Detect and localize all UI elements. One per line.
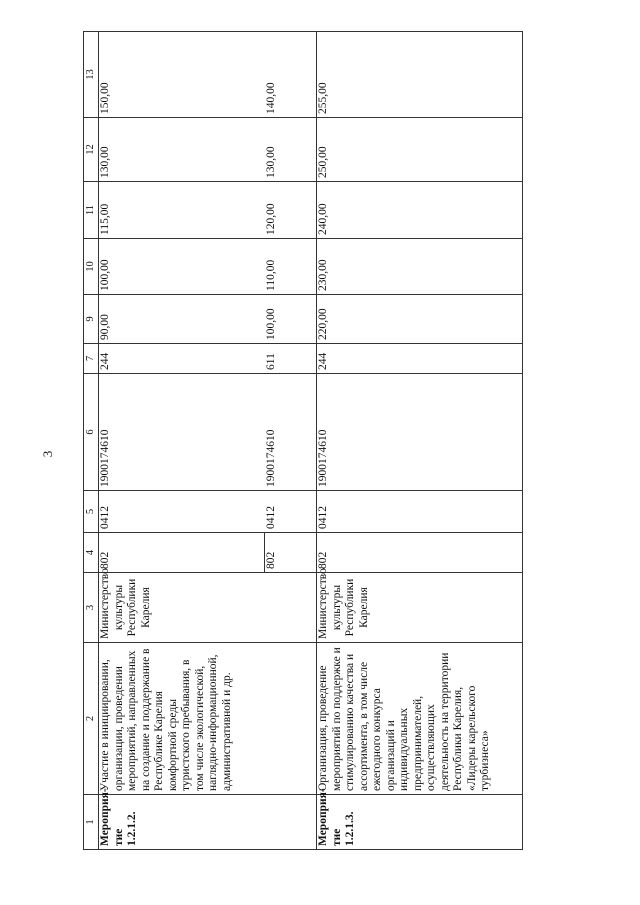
table-row (317, 32, 523, 850)
value-cell: 110,00 (265, 239, 317, 295)
header-cell: 13 (84, 32, 99, 118)
header-cell: 1 (84, 795, 99, 850)
value-cell: 250,00 (317, 118, 523, 182)
page-number: 3 (40, 450, 55, 458)
csr-cell: 1900174610 (265, 374, 317, 491)
value-cell: 130,00 (265, 118, 317, 182)
header-cell: 2 (84, 643, 99, 795)
value-cell: 230,00 (317, 239, 523, 295)
rz-cell: 0412 (317, 491, 523, 533)
grbs-cell: 802 (99, 533, 265, 573)
activity-name: Мероприя-тие 1.2.1.3. (317, 795, 523, 850)
header-cell: 4 (84, 533, 99, 573)
grbs-cell: 802 (317, 533, 523, 573)
value-cell: 100,00 (99, 239, 265, 295)
activity-executor: Министерство культуры Республики Карелия (99, 573, 317, 643)
value-cell: 120,00 (265, 182, 317, 239)
rz-cell: 0412 (99, 491, 265, 533)
table-row (99, 32, 265, 850)
value-cell: 115,00 (99, 182, 265, 239)
rz-cell: 0412 (265, 491, 317, 533)
header-cell: 7 (84, 344, 99, 374)
column-number-row (84, 32, 99, 850)
header-cell: 11 (84, 182, 99, 239)
header-cell: 3 (84, 573, 99, 643)
rotated-table-container (83, 32, 523, 850)
value-cell: 240,00 (317, 182, 523, 239)
header-cell: 6 (84, 374, 99, 491)
header-cell: 12 (84, 118, 99, 182)
value-cell: 140,00 (265, 32, 317, 118)
activity-executor: Министерство культуры Республики Карелия (317, 573, 523, 643)
header-cell: 10 (84, 239, 99, 295)
header-cell: 5 (84, 491, 99, 533)
vr-cell: 244 (317, 344, 523, 374)
header-cell: 9 (84, 295, 99, 344)
value-cell: 150,00 (99, 32, 265, 118)
activity-name: Мероприя-тие 1.2.1.2. (99, 795, 317, 850)
vr-cell: 244 (99, 344, 265, 374)
csr-cell: 1900174610 (99, 374, 265, 491)
activity-description: Организация, проведение мероприятий по поддержке и стимулированию качества и ассортимента, в том числе ежегодного конкурса организаций и индивидуальных предпринимателей, осуществляющих деятельность на территории Республики Карелия, «Лидеры карельского турбизнеса» (317, 643, 523, 795)
value-cell: 90,00 (99, 295, 265, 344)
value-cell: 130,00 (99, 118, 265, 182)
value-cell: 255,00 (317, 32, 523, 118)
activity-description: Участие в инициировании, организации, проведении мероприятий, направленных на создание и поддержание в Республике Карелия комфортной среды туристского пребывания, в том числе экологической, наглядно-информационной, административной и др. (99, 643, 317, 795)
value-cell: 220,00 (317, 295, 523, 344)
budget-table (83, 31, 523, 850)
csr-cell: 1900174610 (317, 374, 523, 491)
vr-cell: 611 (265, 344, 317, 374)
value-cell: 100,00 (265, 295, 317, 344)
grbs-cell: 802 (265, 533, 317, 573)
